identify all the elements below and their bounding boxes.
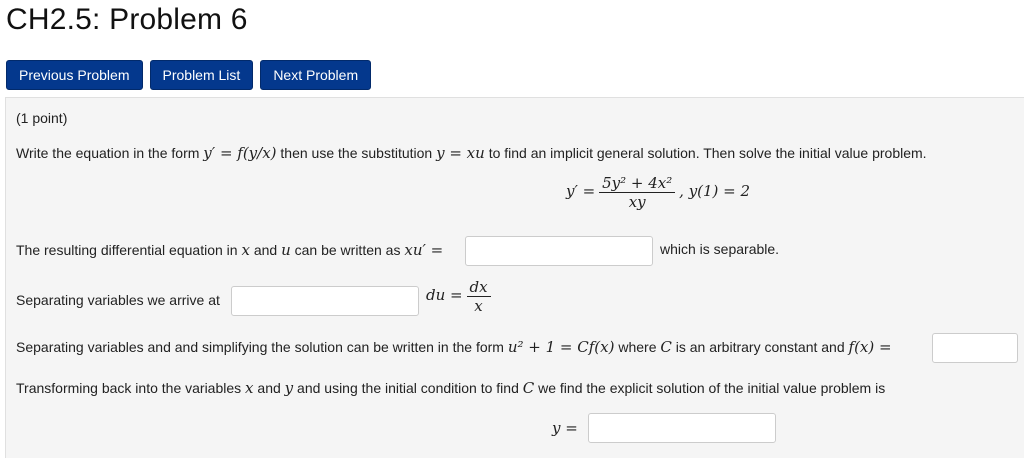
- q3-text-c: is an arbitrary constant and: [675, 339, 845, 355]
- f-of-x-input[interactable]: [932, 333, 1018, 363]
- intro-substitution: y = xu: [436, 144, 485, 162]
- points-label: (1 point): [16, 110, 68, 126]
- separated-variables-input[interactable]: [231, 286, 419, 316]
- q2-fraction: [467, 278, 491, 315]
- problem-intro: [16, 144, 927, 162]
- q1-text-b: can be written as: [294, 242, 401, 258]
- previous-problem-button[interactable]: Previous Problem: [6, 60, 143, 90]
- ode-initial-condition: , y(1) = 2: [679, 182, 751, 201]
- ode-fraction: [599, 174, 675, 211]
- q2-text: Separating variables we arrive at: [16, 292, 220, 308]
- q2-equation: [426, 278, 491, 315]
- q5-lhs: y =: [552, 419, 578, 437]
- intro-text-b: then use the substitution: [280, 145, 433, 161]
- q3-form: u² + 1 = Cf(x): [507, 338, 615, 356]
- q1-text-a: The resulting differential equation in: [16, 242, 238, 258]
- q1-after: which is separable.: [660, 241, 780, 257]
- question-3: [16, 338, 892, 356]
- q1-var-x: x: [241, 241, 250, 259]
- q4-var-x: x: [245, 379, 254, 397]
- next-problem-button[interactable]: Next Problem: [260, 60, 371, 90]
- q3-where: where: [618, 339, 657, 355]
- q2-denominator: x: [474, 297, 483, 315]
- question-4: [16, 379, 885, 397]
- q3-text-a: Separating variables and and simplifying the solution can be written in the form: [16, 339, 504, 355]
- q1-var-u: u: [281, 241, 291, 259]
- problem-panel: [5, 97, 1024, 458]
- intro-form: y′ = f(y/x): [203, 144, 277, 162]
- q3-const-c: C: [660, 338, 672, 356]
- q2-numerator: dx: [467, 278, 491, 297]
- q4-text-c: we find the explicit solution of the initial value problem is: [538, 380, 886, 396]
- intro-text-c: to find an implicit general solution. Then solve the initial value problem.: [488, 145, 927, 161]
- q4-and: and: [257, 380, 281, 396]
- q4-text-b: and using the initial condition to find: [297, 380, 519, 396]
- q4-var-y: y: [284, 379, 294, 397]
- problem-nav: [6, 60, 371, 90]
- q4-const-c: C: [522, 379, 535, 397]
- question-1: [16, 241, 443, 259]
- q3-f-label: f(x) =: [848, 338, 892, 356]
- ode-denominator: xy: [628, 193, 646, 211]
- q4-text-a: Transforming back into the variables: [16, 380, 242, 396]
- q1-and: and: [253, 242, 278, 258]
- q2-du: du =: [426, 286, 463, 305]
- ode-lhs: y′ =: [566, 182, 596, 201]
- q1-lhs: xu′ =: [404, 241, 444, 259]
- xu-prime-input[interactable]: [465, 236, 653, 266]
- ode-equation: [566, 174, 750, 211]
- page-title: CH2.5: Problem 6: [6, 3, 248, 36]
- intro-text-a: Write the equation in the form: [16, 145, 200, 161]
- y-solution-input[interactable]: [588, 413, 776, 443]
- ode-numerator: 5y² + 4x²: [599, 174, 675, 193]
- problem-list-button[interactable]: Problem List: [150, 60, 254, 90]
